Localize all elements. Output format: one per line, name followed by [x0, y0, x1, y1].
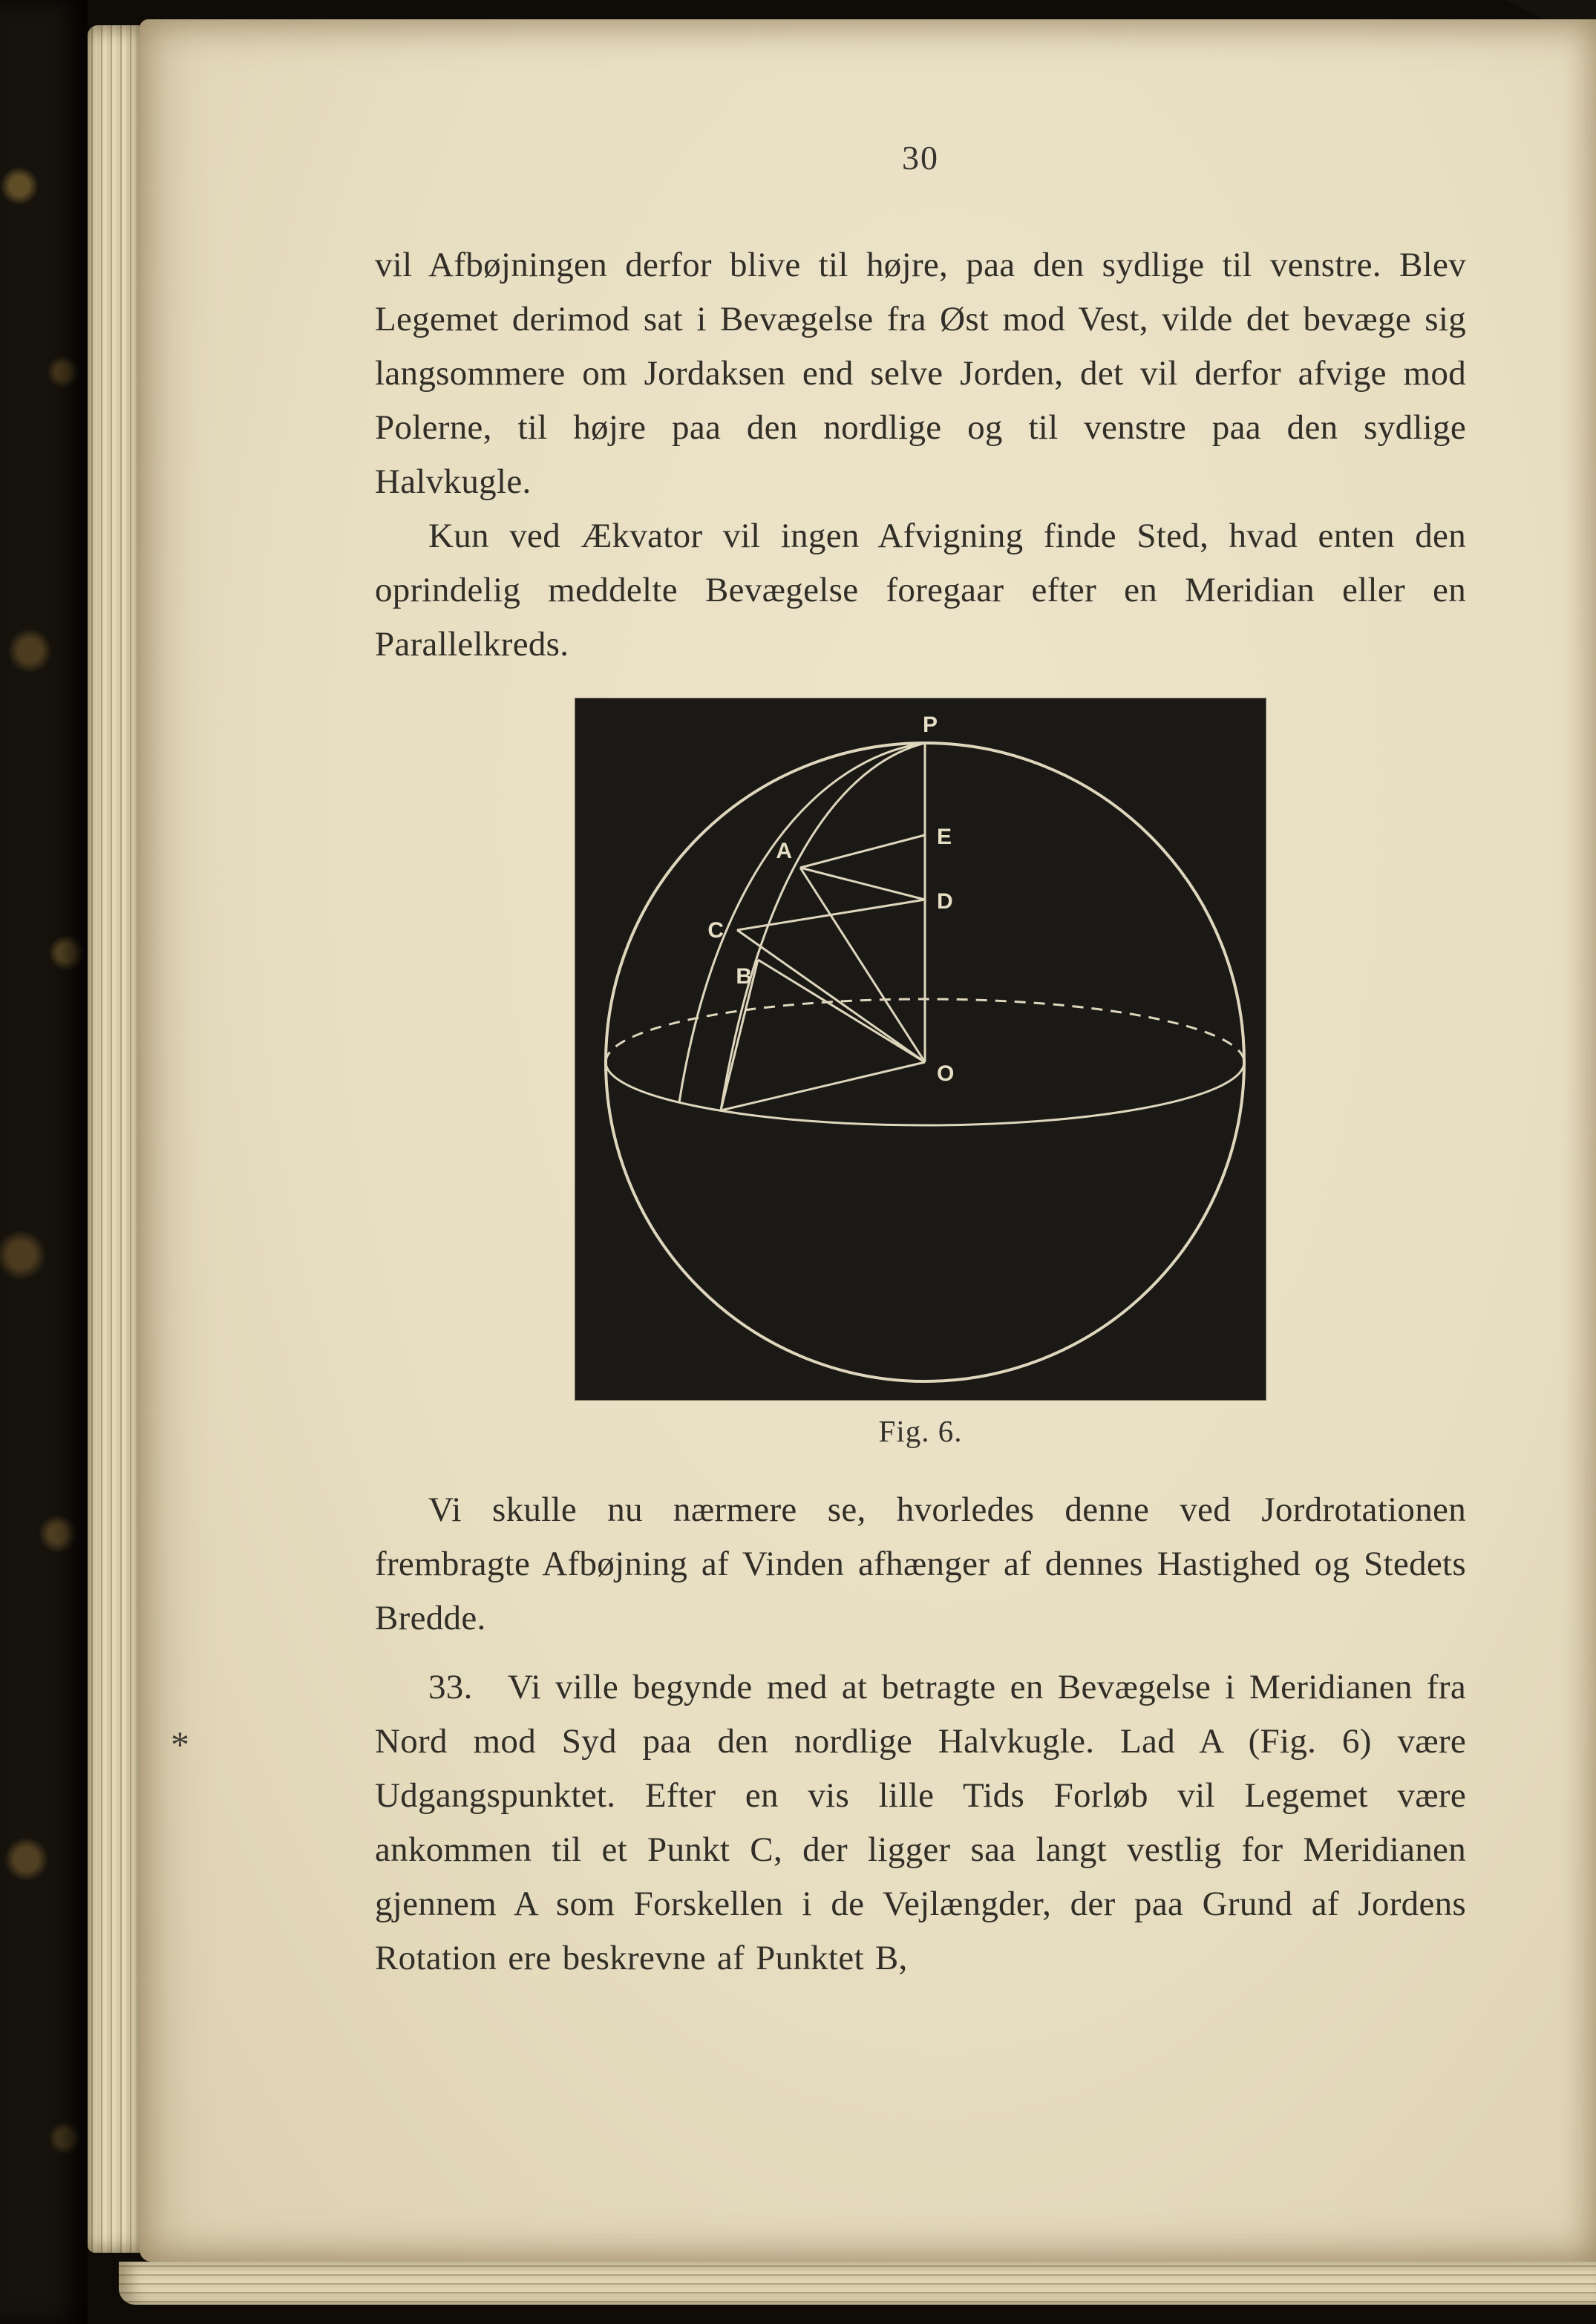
- page-number: 30: [902, 139, 939, 177]
- line-C-O: [737, 930, 925, 1062]
- line-B-O: [758, 960, 925, 1062]
- line-Q-O: [721, 1062, 925, 1110]
- paragraph: Vi skulle nu nærmere se, hvorledes denne ved Jordrotationen frembragte Afbøjning af Vinden afhænger af dennes Hastighed og Stedets Bredde.: [375, 1490, 1466, 1637]
- label-A: A: [776, 839, 792, 863]
- page-edges-bottom: [119, 2262, 1596, 2305]
- book-page: [140, 19, 1596, 2262]
- paragraph: 33. Vi ville begynde med at betragte en Bevægelse i Meridianen fra Nord mod Syd paa den nordlige Halvkugle. Lad A (Fig. 6) være Udgangspunktet. Efter en vis lille Tids Forløb vil Legemet være ankommen til et Punkt C, der ligger saa langt vestlig for Meridianen gjennem A som Forskellen i de Vejlængder, der paa Grund af Jordens Rotation ere beskrevne af Punktet B,: [375, 1668, 1466, 1977]
- book-spine: [0, 0, 88, 2324]
- label-E: E: [937, 825, 952, 849]
- equator-front-arc: [606, 1062, 1244, 1125]
- page-edges-left: [88, 25, 140, 2253]
- figure-caption: Fig. 6.: [878, 1414, 963, 1448]
- paragraph: vil Afbøjningen derfor blive til højre, paa den sydlige til venstre. Blev Legemet derimod sat i Bevægelse fra Øst mod Vest, vilde det bevæge sig langsommere om Jordaksen end selve Jorden, det vil derfor afvige mod Polerne, til højre paa den nordlige og til venstre paa den sydlige Halvkugle.: [375, 246, 1466, 501]
- figure-block: [575, 698, 1266, 1450]
- footnote-marker: *: [171, 1724, 189, 1765]
- label-O: O: [937, 1061, 955, 1086]
- label-B: B: [736, 964, 752, 989]
- line-A-O: [800, 868, 925, 1062]
- label-P: P: [922, 713, 938, 737]
- sphere-diagram-svg: [575, 698, 1266, 1400]
- page-body-text: [375, 238, 1466, 1986]
- paragraph: Kun ved Ækvator vil ingen Afvigning finde Sted, hvad enten den oprindelig meddelte Bevægelse foregaar efter en Meridian eller en Parallelkreds.: [375, 517, 1466, 664]
- figure-6-sphere-diagram: [575, 698, 1266, 1400]
- line-A-E: [800, 835, 925, 868]
- label-C: C: [707, 918, 724, 943]
- label-D: D: [937, 889, 953, 914]
